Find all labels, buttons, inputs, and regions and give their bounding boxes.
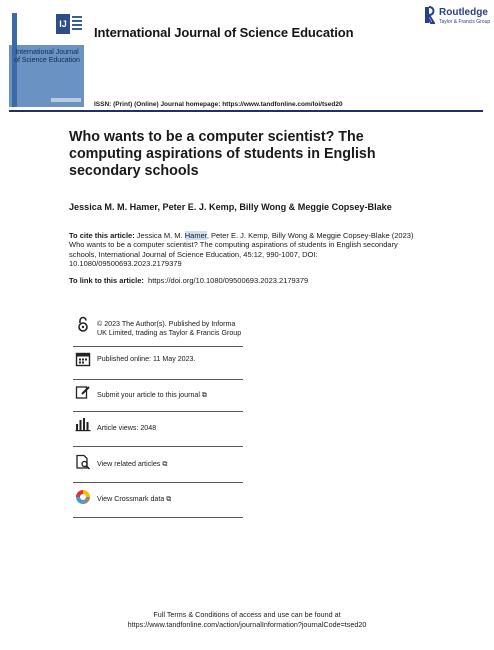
info-divider <box>73 411 243 412</box>
citation-text-post: , Peter E. J. Kemp, Billy Wong & Meggie Copsey-Blake (2023) Who wants to be a computer scientist? The computing aspirations of students in English secondary schools, International Journal of Science Education, 45:12, 990-1007, DOI: 10.1080/09500693.2023.2179379 <box>69 231 414 269</box>
related-articles-search-icon <box>75 454 91 470</box>
cover-publisher-mark <box>51 98 81 102</box>
terms-footer-text: Full Terms & Conditions of access and use can be found at <box>153 610 341 619</box>
info-divider <box>73 482 243 483</box>
crossmark-link[interactable]: View Crossmark data <box>97 495 165 503</box>
license-row[interactable] <box>73 316 243 348</box>
article-authors: Jessica M. M. Hamer, Peter E. J. Kemp, Billy Wong & Meggie Copsey-Blake <box>69 202 392 212</box>
published-date: Published online: 11 May 2023. <box>97 355 196 363</box>
terms-footer <box>80 610 414 629</box>
citation-label: To cite this article: <box>69 231 135 240</box>
submit-article-row[interactable] <box>73 383 243 411</box>
info-divider <box>73 346 243 347</box>
article-views-count: Article views: 2048 <box>97 424 157 432</box>
submit-article-link[interactable]: Submit your article to this journal <box>97 391 200 399</box>
license-text: © 2023 The Author(s). Published by Informa UK Limited, trading as Taylor & Francis Group <box>97 320 242 337</box>
article-title: Who wants to be a computer scientist? The computing aspirations of students in English secondary schools <box>69 129 376 179</box>
issn-homepage-line[interactable]: ISSN: (Print) (Online) Journal homepage: https://www.tandfonline.com/loi/tsed20 <box>94 101 343 108</box>
related-articles-link[interactable]: View related articles <box>97 460 161 468</box>
citation-text-pre: Jessica M. M. <box>134 231 185 240</box>
crossmark-row[interactable] <box>73 487 243 515</box>
link-label: To link to this article: <box>69 276 144 285</box>
external-link-icon: ⧉ <box>166 496 172 503</box>
journal-title[interactable]: International Journal of Science Education <box>94 25 354 40</box>
info-divider <box>73 379 243 380</box>
edit-document-icon <box>75 384 91 400</box>
terms-footer-link[interactable]: https://www.tandfonline.com/action/journalInformation?journalCode=tsed20 <box>127 619 367 629</box>
crossmark-icon <box>75 489 91 505</box>
citation-highlight: Hamer <box>184 231 207 240</box>
article-link-block <box>69 276 308 285</box>
publisher-subtitle: Taylor & Francis Group <box>439 19 491 25</box>
doi-link[interactable]: https://doi.org/10.1080/09500693.2023.2179379 <box>148 276 309 285</box>
calendar-icon <box>75 351 91 367</box>
info-divider <box>73 517 243 518</box>
journal-cover-image <box>9 7 84 107</box>
cover-badge: IJ <box>56 14 70 34</box>
routledge-logo[interactable] <box>424 6 490 28</box>
bar-chart-icon <box>75 416 91 432</box>
cover-decor-lines <box>72 16 82 32</box>
cover-title: International Journal of Science Education <box>14 49 80 64</box>
related-articles-row[interactable] <box>73 452 243 480</box>
header-divider <box>9 110 483 112</box>
info-divider <box>73 446 243 447</box>
routledge-mark-icon <box>424 6 435 24</box>
published-row <box>73 349 243 379</box>
external-link-icon: ⧉ <box>162 461 168 468</box>
open-access-icon <box>75 316 91 332</box>
citation-block <box>69 231 421 269</box>
publisher-name: Routledge <box>439 7 488 18</box>
external-link-icon: ⧉ <box>201 392 207 399</box>
article-views-row <box>73 415 243 445</box>
